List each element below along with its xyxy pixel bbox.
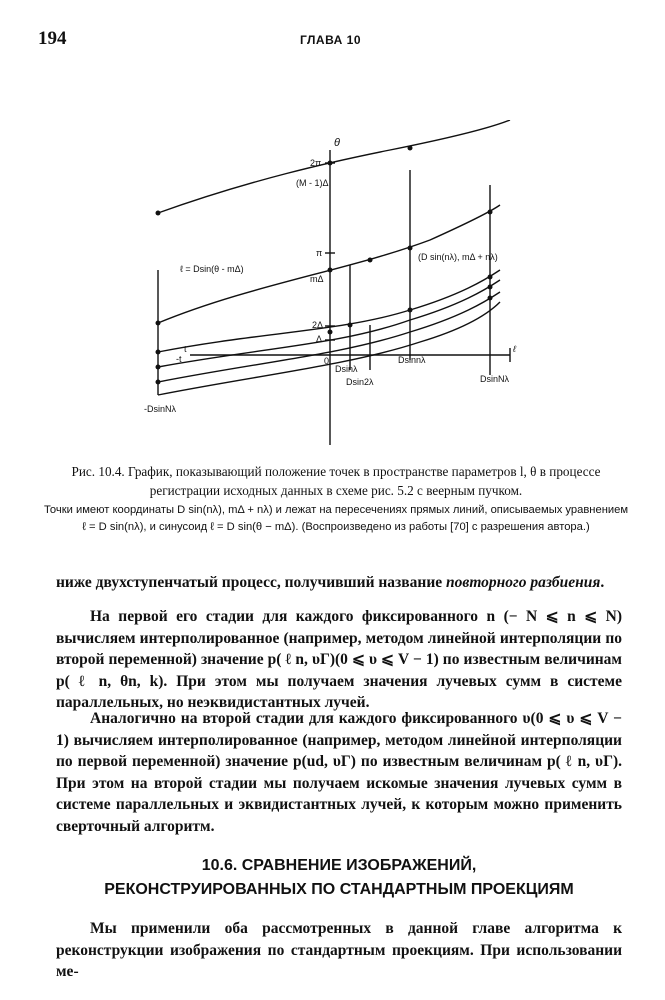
running-head: ГЛАВА 10 <box>300 33 362 47</box>
point <box>328 161 333 166</box>
section-heading-line-2: РЕКОНСТРУИРОВАННЫХ ПО СТАНДАРТНЫМ ПРОЕКЦИЯМ <box>104 881 574 898</box>
figure-plot <box>130 120 550 450</box>
figure-caption-note: Точки имеют координаты D sin(nλ), mΔ + nλ) и лежат на пересечениях прямых линий, описываемых уравнением ℓ = D sin(nλ), и синусоид ℓ = D sin(θ − mΔ). (Воспроизведено из работы [70] с разрешения автора.) <box>43 504 629 533</box>
label-dsin2lambda: Dsin2λ <box>346 377 374 387</box>
label-pi: π <box>316 248 323 258</box>
label-ell: ℓ <box>513 344 516 354</box>
label-neg-dsinNlambda: -DsinNλ <box>144 404 177 414</box>
label-two-delta: 2Δ <box>312 320 324 330</box>
paragraph-1-text: ниже двухступенчатый процесс, получивший название <box>56 574 447 591</box>
paragraph-3: Аналогично на второй стадии для каждого фиксированного υ(0 ⩽ υ ⩽ V − 1) вычисляем интерполированное (например, методом линейной интерполяции по первой переменной) значение p(ud, υΓ) по известным величинам p( ℓ n, υΓ). При этом на второй стадии мы получаем искомые значения лучевых сумм в системе параллельных и эквидистантных лучей, к которым можно применить сверточный алгоритм. <box>56 710 622 835</box>
point <box>408 146 413 151</box>
label-delta: Δ <box>316 334 323 344</box>
point <box>328 268 333 273</box>
label-theta: θ <box>334 137 340 149</box>
point <box>488 210 493 215</box>
label-zero: 0 <box>324 356 330 366</box>
label-curve-eq: ℓ = Dsin(θ - mΔ) <box>180 264 244 274</box>
label-two-pi: 2π <box>310 158 322 168</box>
point <box>328 330 333 335</box>
paragraph-4: Мы применили оба рассмотренных в данной главе алгоритма к реконструкции изображения по стандартным проекциям. При использовании ме- <box>56 920 622 980</box>
point <box>488 285 493 290</box>
label-m-delta: mΔ <box>310 274 324 284</box>
label-dsinlambda: Dsinλ <box>335 364 358 374</box>
figure-caption: Рис. 10.4. График, показывающий положение точек в пространстве параметров l, θ в процессе регистрации исходных данных в схеме рис. 5.2 с веерным пучком. <box>71 464 601 498</box>
point <box>408 246 413 251</box>
point <box>488 296 493 301</box>
figure-10-4 <box>130 120 550 450</box>
paragraph-1-end: . <box>600 574 605 591</box>
section-heading-line-1: 10.6. СРАВНЕНИЕ ИЗОБРАЖЕНИЙ, <box>201 857 477 874</box>
label-point-eq: (D sin(nλ), mΔ + nλ) <box>418 252 498 262</box>
label-dsinnlambda: Dsinnλ <box>398 355 426 365</box>
curve-low3 <box>158 292 500 382</box>
label-t: t <box>184 344 187 354</box>
page-number: 194 <box>38 28 67 49</box>
point <box>156 365 161 370</box>
label-m-minus-1-delta: (M - 1)Δ <box>296 178 329 188</box>
section-heading <box>56 854 622 902</box>
curve-low2 <box>158 280 500 367</box>
curve-low4 <box>158 302 500 395</box>
curve-top <box>158 120 510 213</box>
point <box>156 321 161 326</box>
point <box>488 275 493 280</box>
point <box>156 350 161 355</box>
label-neg-t: -t <box>176 354 182 364</box>
point <box>156 380 161 385</box>
paragraph-1 <box>56 572 622 594</box>
point <box>408 308 413 313</box>
point <box>368 258 373 263</box>
label-dsinNlambda: DsinNλ <box>480 374 510 384</box>
paragraph-1-emphasis: повторного разбиения <box>446 574 601 591</box>
point <box>348 323 353 328</box>
point <box>156 211 161 216</box>
paragraph-2: На первой его стадии для каждого фиксированного n (− N ⩽ n ⩽ N) вычисляем интерполированное (например, методом линейной интерполяции по второй переменной) значение p( ℓ n, υΓ)(0 ⩽ υ ⩽ V − 1) по известным величинам p( ℓ n, θn, k). При этом мы получаем значения лучевых сумм в системе параллельных, но неэквидистантных лучей. <box>56 608 622 711</box>
